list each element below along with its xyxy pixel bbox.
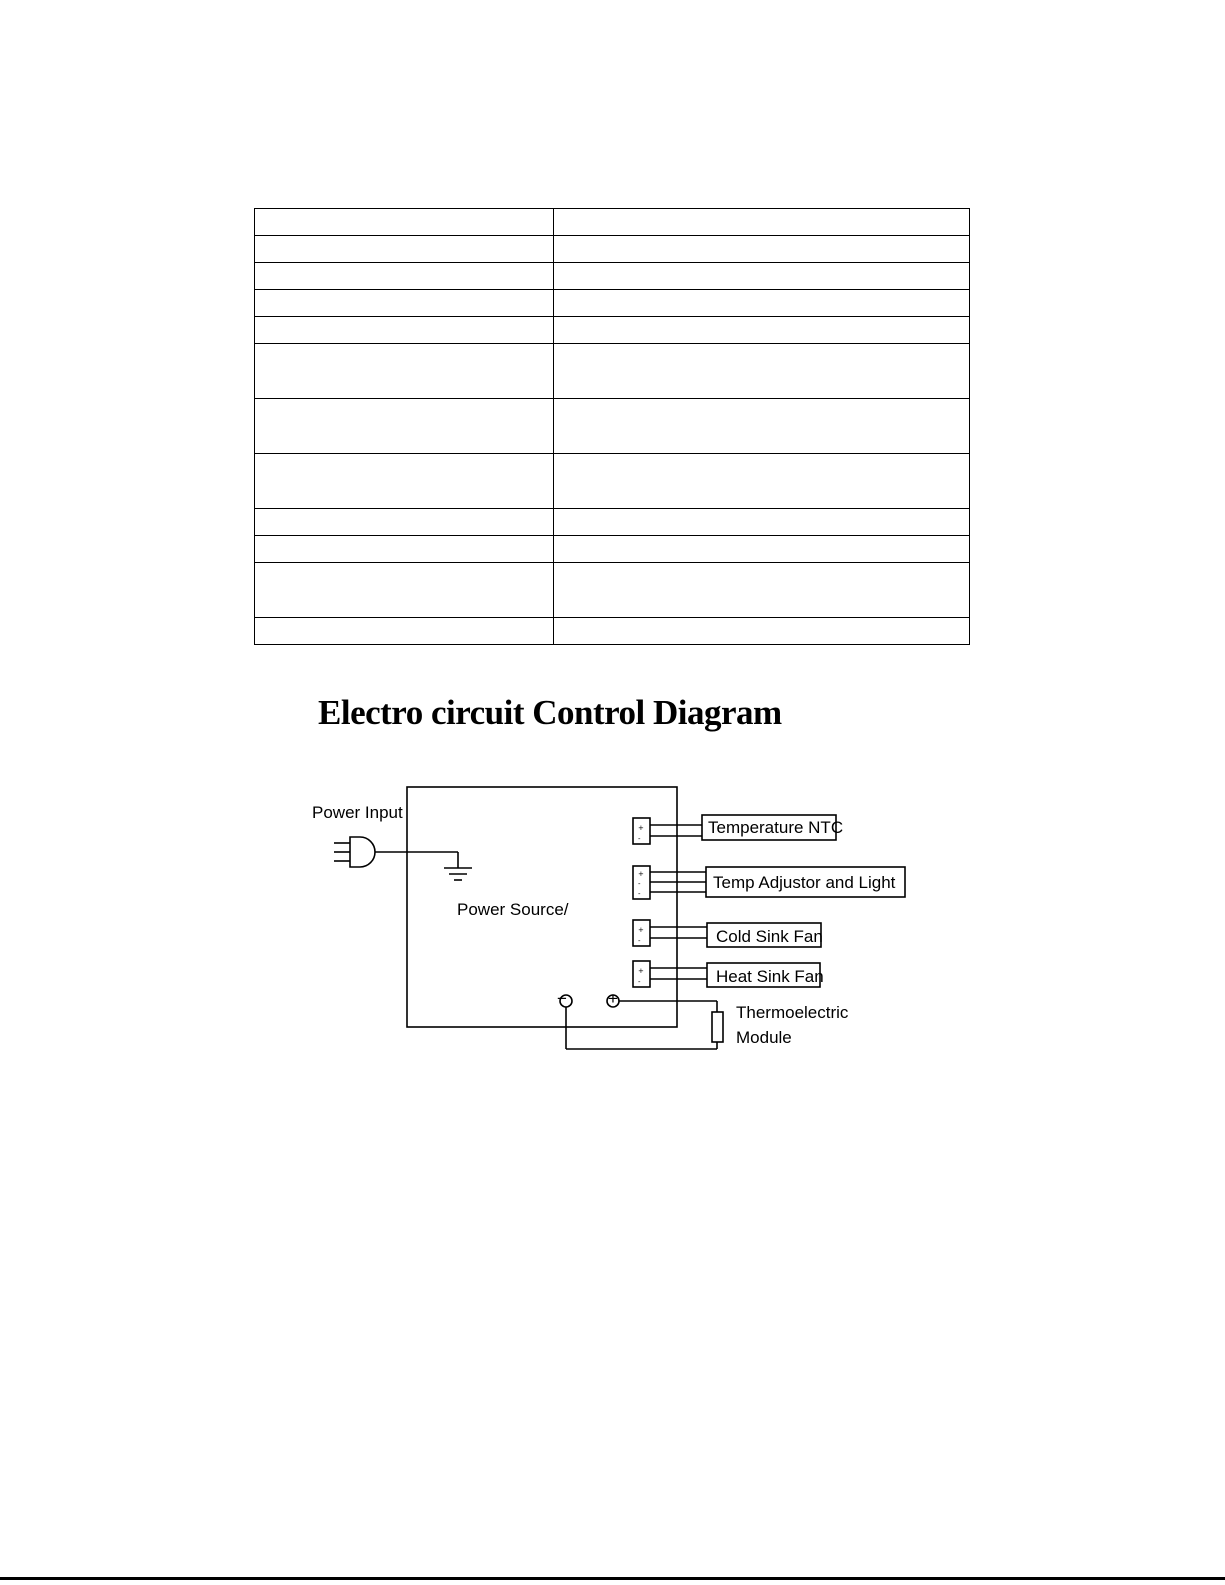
table-row	[255, 290, 970, 317]
positive-terminal-label: +	[608, 989, 618, 1008]
spec-table-body	[255, 209, 970, 645]
table-cell-value	[554, 236, 970, 263]
table-cell-label	[255, 454, 554, 509]
table-cell-label	[255, 618, 554, 645]
table-cell-label	[255, 263, 554, 290]
connector-icon	[633, 961, 707, 987]
svg-text:+: +	[638, 967, 644, 975]
svg-text:-: -	[638, 978, 641, 986]
svg-text:-: -	[638, 890, 641, 898]
table-cell-value	[554, 290, 970, 317]
table-cell-label	[255, 236, 554, 263]
thermoelectric-label: Thermoelectric	[736, 1003, 849, 1022]
temp-adjustor-label: Temp Adjustor and Light	[713, 873, 896, 892]
table-row	[255, 563, 970, 618]
table-cell-label	[255, 344, 554, 399]
table-row	[255, 344, 970, 399]
temperature-ntc-label: Temperature NTC	[708, 818, 844, 837]
diagram-title: Electro circuit Control Diagram	[318, 693, 782, 732]
table-cell-label	[255, 317, 554, 344]
table-row	[255, 236, 970, 263]
table-cell-value	[554, 344, 970, 399]
connector-icon	[633, 866, 706, 899]
table-cell-value	[554, 509, 970, 536]
table-row	[255, 454, 970, 509]
table-cell-label	[255, 563, 554, 618]
table-cell-value	[554, 399, 970, 454]
table-cell-label	[255, 536, 554, 563]
table-cell-value	[554, 536, 970, 563]
circuit-diagram	[300, 775, 920, 1065]
table-cell-value	[554, 563, 970, 618]
negative-terminal-label: −	[557, 989, 567, 1008]
svg-text:-: -	[638, 937, 641, 945]
table-cell-value	[554, 263, 970, 290]
svg-text:-: -	[638, 835, 641, 843]
table-row	[255, 317, 970, 344]
table-row	[255, 536, 970, 563]
svg-text:+: +	[638, 824, 644, 832]
power-plug-icon	[334, 837, 375, 867]
connector-icon	[633, 920, 707, 946]
table-cell-label	[255, 290, 554, 317]
table-cell-label	[255, 209, 554, 236]
table-row	[255, 509, 970, 536]
table-row	[255, 618, 970, 645]
power-input-label: Power Input	[312, 803, 403, 822]
resistor-icon	[712, 1012, 723, 1042]
svg-text:+: +	[638, 870, 644, 878]
table-cell-value	[554, 209, 970, 236]
table-row	[255, 399, 970, 454]
svg-text:+: +	[638, 926, 644, 934]
table-cell-value	[554, 454, 970, 509]
svg-text:-: -	[638, 880, 641, 888]
table-cell-label	[255, 509, 554, 536]
table-cell-value	[554, 317, 970, 344]
cold-sink-fan-label: Cold Sink Fan	[716, 927, 823, 946]
spec-table	[254, 208, 970, 645]
module-label: Module	[736, 1028, 792, 1047]
table-cell-value	[554, 618, 970, 645]
table-cell-label	[255, 399, 554, 454]
power-source-label: Power Source/	[457, 900, 569, 919]
ground-icon	[444, 868, 472, 880]
table-row	[255, 263, 970, 290]
heat-sink-fan-label: Heat Sink Fan	[716, 967, 824, 986]
bottom-rule	[0, 1577, 1225, 1580]
table-row	[255, 209, 970, 236]
